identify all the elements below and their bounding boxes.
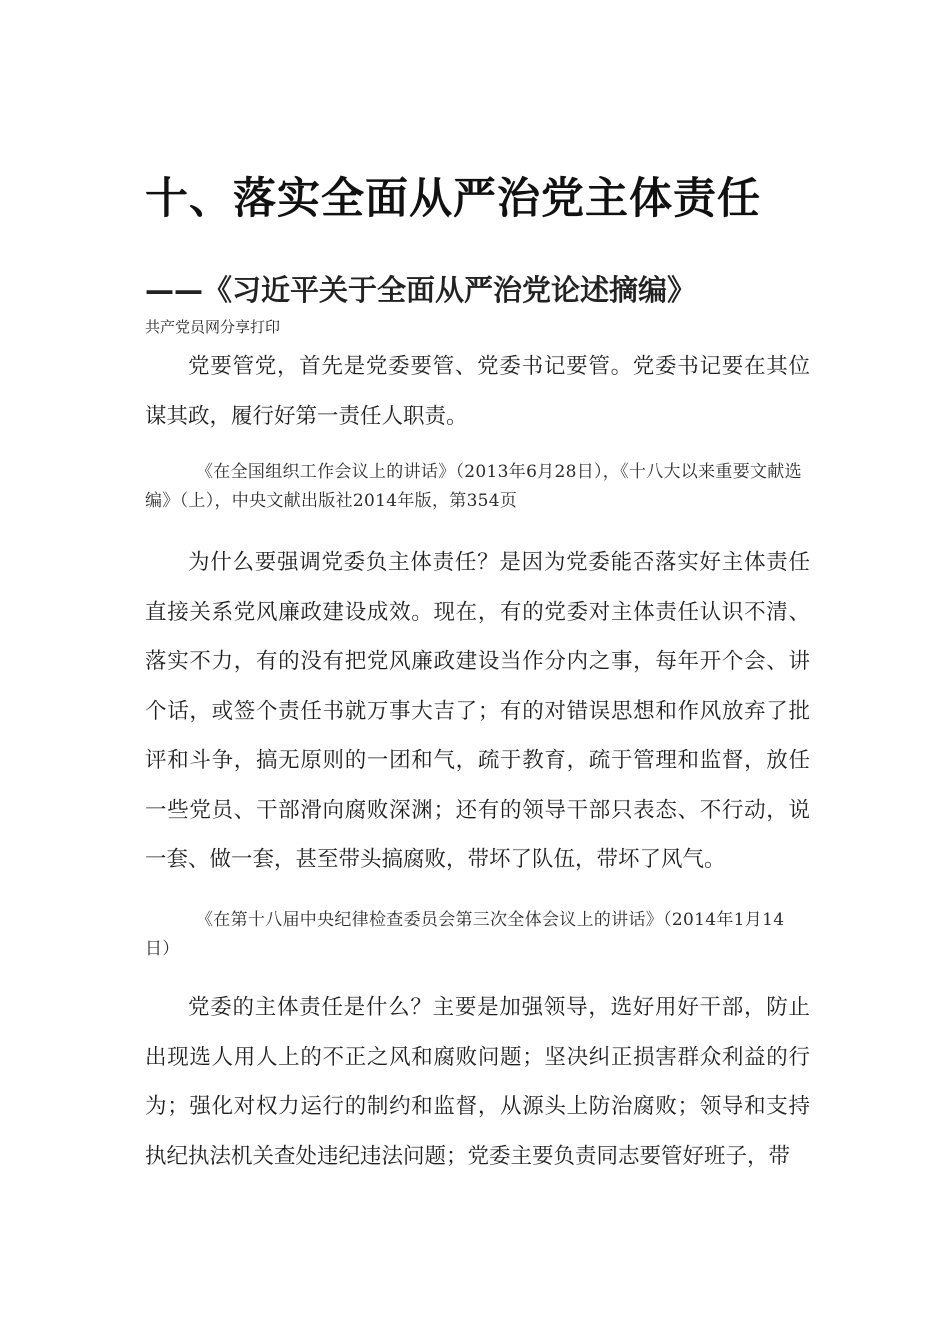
body-paragraph-2: 为什么要强调党委负主体责任？是因为党委能否落实好主体责任直接关系党风廉政建设成效。现在，有的党委对主体责任认识不清、落实不力，有的没有把党风廉政建设当作分内之事，每年开个会、讲个话，或签个责任书就万事大吉了；有的对错误思想和作风放弃了批评和斗争，搞无原则的一团和气，疏于教育，疏于管理和监督，放任一些党员、干部滑向腐败深渊；还有的领导干部只表态、不行动，说一套、做一套，甚至带头搞腐败，带坏了队伍，带坏了风气。 [145,550,810,872]
citation-2: 《在第十八届中央纪律检查委员会第三次全体会议上的讲话》（2014年1月14日） [145,910,785,959]
document-subtitle: ——《习近平关于全面从严治党论述摘编》 [145,273,697,307]
body-paragraph-1: 党要管党，首先是党委要管、党委书记要管。党委书记要在其位谋其政，履行好第一责任人职责。 [145,354,810,429]
body-paragraph-3: 党委的主体责任是什么？主要是加强领导，选好用好干部，防止出现选人用人上的不正之风和腐败问题；坚决纠正损害群众利益的行为；强化对权力运行的制约和监督，从源头上防治腐败；领导和支持执纪执法机关查处违纪违法问题；党委主要负责同志要管好班子，带 [145,995,810,1169]
document-title: 十、落实全面从严治党主体责任 [145,174,761,224]
citation-1: 《在全国组织工作会议上的讲话》（2013年6月28日），《十八大以来重要文献选编》（上），中央文献出版社2014年版，第354页 [145,462,802,511]
source-line: 共产党员网分享打印 [145,318,281,336]
